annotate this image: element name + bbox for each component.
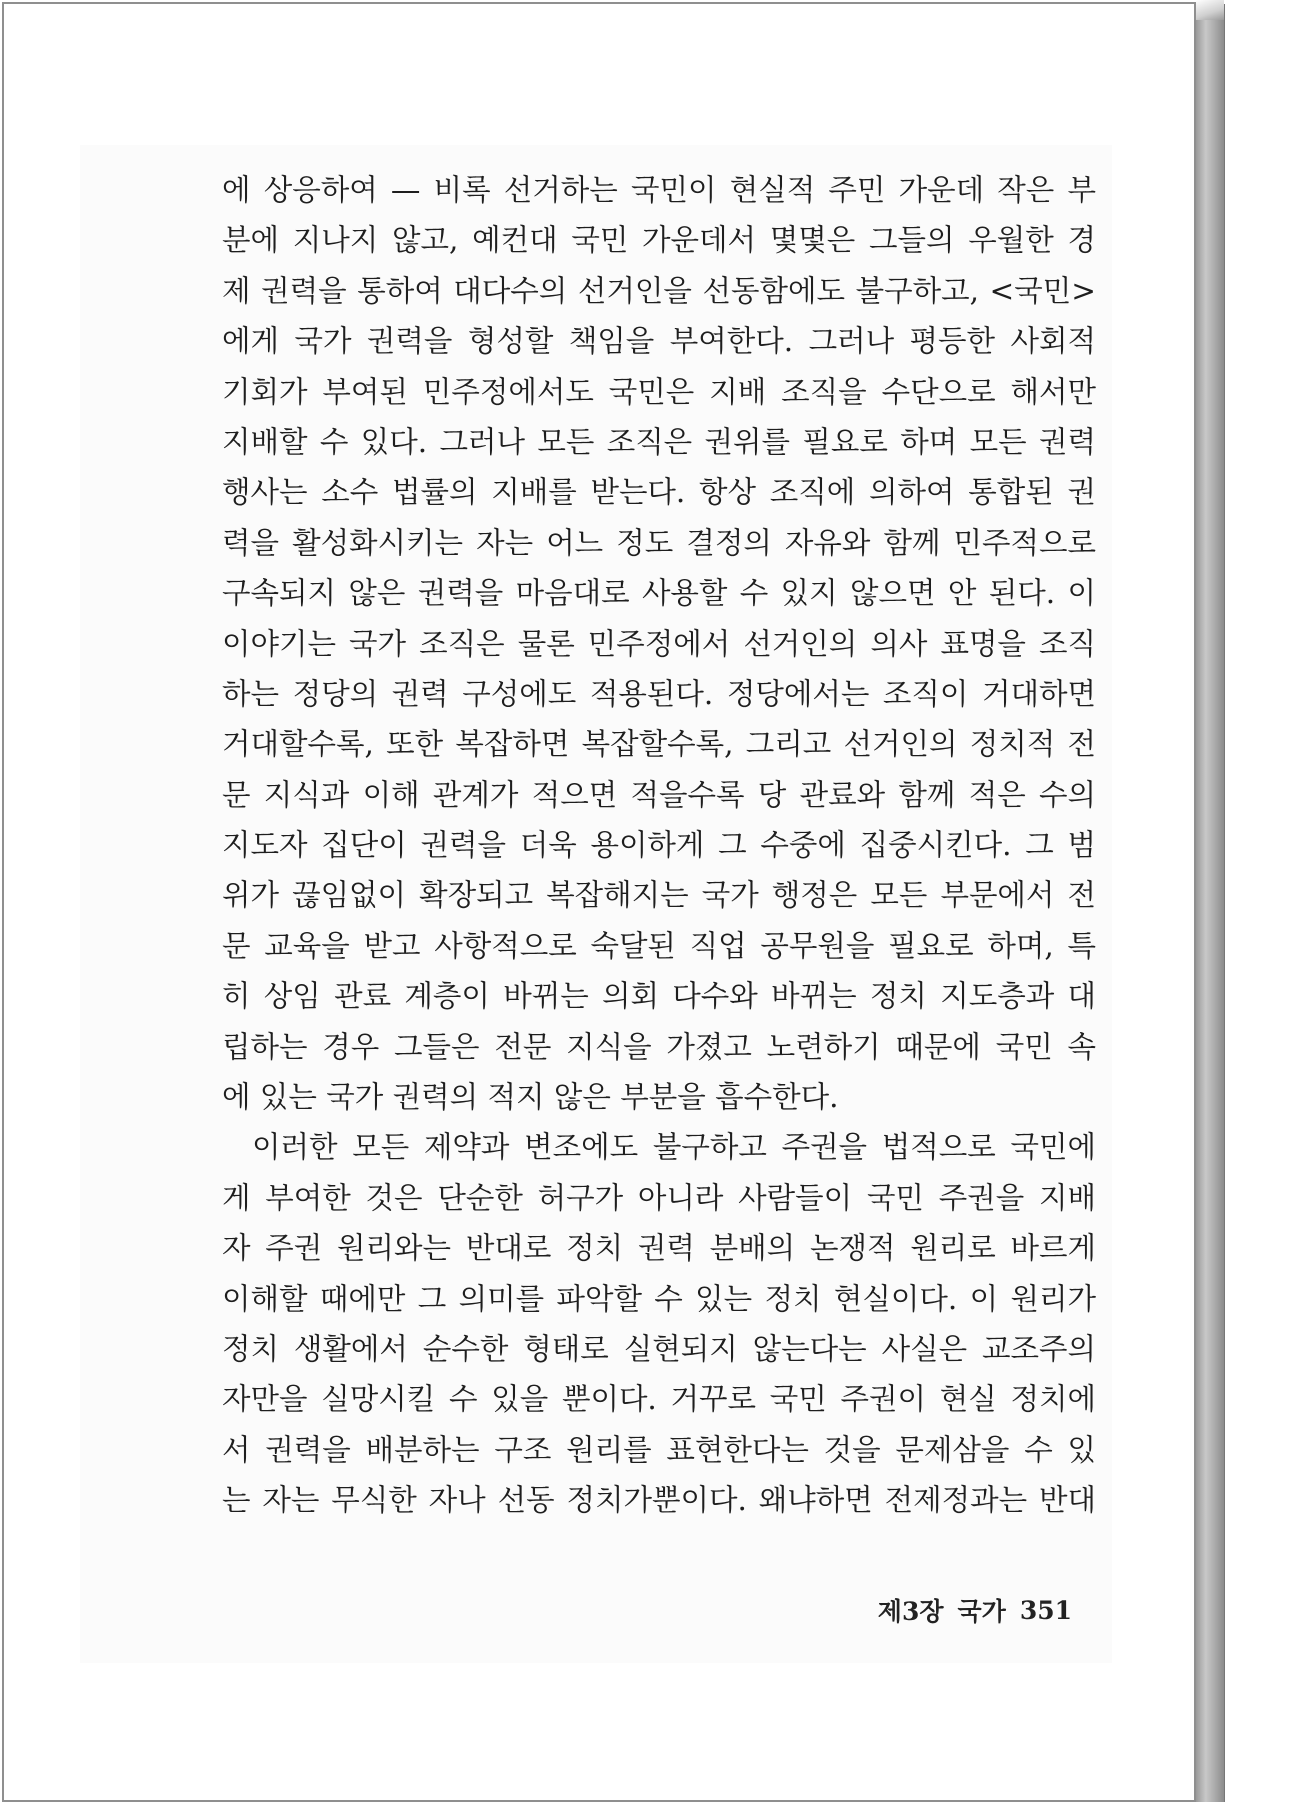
chapter-label: 제3장 — [877, 1597, 944, 1626]
text-line: 력을 활성화시키는 자는 어느 정도 결정의 자유와 함께 민주적으로 — [222, 525, 1096, 560]
text-line: 위가 끊임없이 확장되고 복잡해지는 국가 행정은 모든 부문에서 전 — [222, 878, 1096, 913]
text-line: 지도자 집단이 권력을 더욱 용이하게 그 수중에 집중시킨다. 그 범 — [222, 828, 1096, 863]
body-text — [222, 165, 1096, 1526]
text-line: 서 권력을 배분하는 구조 원리를 표현한다는 것을 문제삼을 수 있 — [222, 1432, 1096, 1467]
text-line: 분에 지나지 않고, 예컨대 국민 가운데서 몇몇은 그들의 우월한 경 — [222, 223, 1096, 258]
text-line: 는 자는 무식한 자나 선동 정치가뿐이다. 왜냐하면 전제정과는 반대 — [222, 1483, 1096, 1518]
text-line: 기회가 부여된 민주정에서도 국민은 지배 조직을 수단으로 해서만 — [222, 374, 1096, 409]
text-line: 에 있는 국가 권력의 적지 않은 부분을 흡수한다. — [222, 1080, 839, 1115]
text-line: 제 권력을 통하여 대다수의 선거인을 선동함에도 불구하고, <국민> — [222, 273, 1096, 308]
text-line: 자 주권 원리와는 반대로 정치 권력 분배의 논쟁적 원리로 바르게 — [222, 1231, 1096, 1266]
page-footer — [860, 1590, 1072, 1630]
text-line: 정치 생활에서 순수한 형태로 실현되지 않는다는 사실은 교조주의 — [222, 1331, 1096, 1366]
text-line: 립하는 경우 그들은 전문 지식을 가졌고 노련하기 때문에 국민 속 — [222, 1029, 1096, 1064]
page-stack-edge — [1196, 4, 1225, 1802]
text-line: 이야기는 국가 조직은 물론 민주정에서 선거인의 의사 표명을 조직 — [222, 626, 1096, 661]
text-line: 문 지식과 이해 관계가 적으면 적을수록 당 관료와 함께 적은 수의 — [222, 777, 1096, 812]
page-number: 351 — [1019, 1595, 1072, 1625]
text-line: 게 부여한 것은 단순한 허구가 아니라 사람들이 국민 주권을 지배 — [222, 1180, 1096, 1215]
text-line: 거대할수록, 또한 복잡하면 복잡할수록, 그리고 선거인의 정치적 전 — [222, 727, 1096, 762]
text-line: 지배할 수 있다. 그러나 모든 조직은 권위를 필요로 하며 모든 권력 — [222, 424, 1096, 459]
text-line: 에게 국가 권력을 형성할 책임을 부여한다. 그러나 평등한 사회적 — [222, 324, 1096, 359]
text-line: 에 상응하여 — 비록 선거하는 국민이 현실적 주민 가운데 작은 부 — [222, 173, 1096, 207]
text-line: 행사는 소수 법률의 지배를 받는다. 항상 조직에 의하여 통합된 권 — [222, 475, 1096, 510]
text-line: 문 교육을 받고 사항적으로 숙달된 직업 공무원을 필요로 하며, 특 — [222, 928, 1096, 963]
text-line: 히 상임 관료 계층이 바뀌는 의회 다수와 바뀌는 정치 지도층과 대 — [222, 979, 1096, 1014]
text-line-paragraph-start: 이러한 모든 제약과 변조에도 불구하고 주권을 법적으로 국민에 — [252, 1130, 1096, 1165]
text-line: 자만을 실망시킬 수 있을 뿐이다. 거꾸로 국민 주권이 현실 정치에 — [222, 1382, 1096, 1417]
text-line: 하는 정당의 권력 구성에도 적용된다. 정당에서는 조직이 거대하면 — [222, 676, 1096, 711]
text-line: 구속되지 않은 권력을 마음대로 사용할 수 있지 않으면 안 된다. 이 — [222, 576, 1096, 611]
section-label: 국가 — [957, 1597, 1006, 1626]
text-line: 이해할 때에만 그 의미를 파악할 수 있는 정치 현실이다. 이 원리가 — [222, 1281, 1096, 1316]
